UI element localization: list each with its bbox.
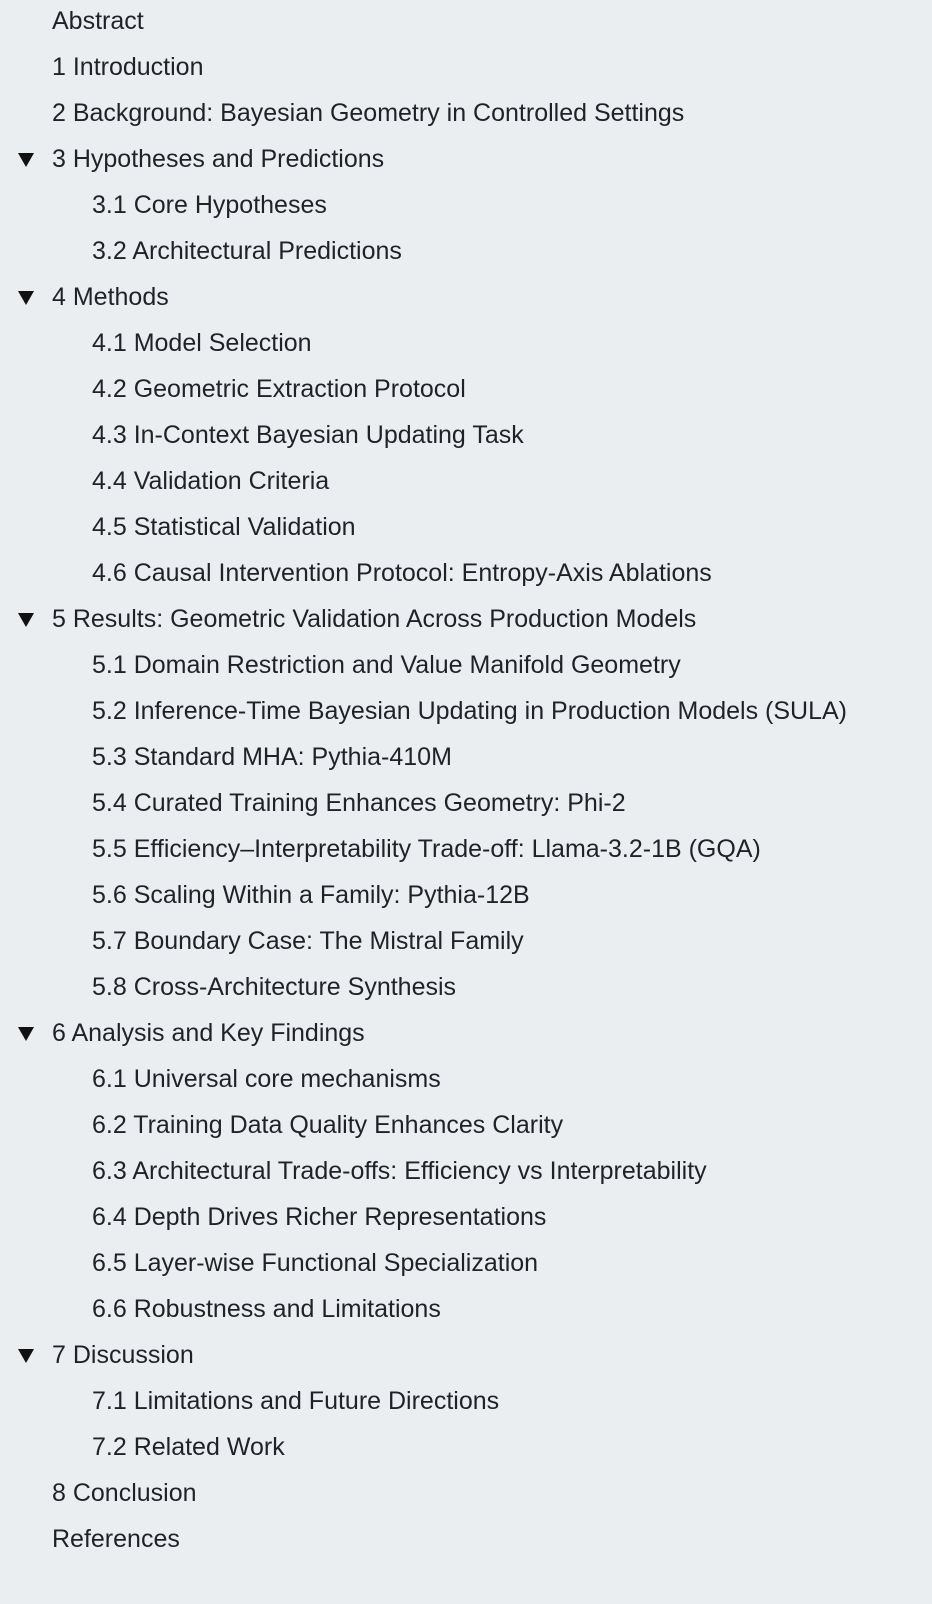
toc-item-label: 4.3 In-Context Bayesian Updating Task [92, 421, 524, 449]
toc-item-label: 5.2 Inference-Time Bayesian Updating in Production Models (SULA) [92, 697, 848, 725]
toc-item-label: 7.1 Limitations and Future Directions [92, 1387, 500, 1415]
triangle-down-icon[interactable] [16, 596, 36, 643]
toc-item-label: 4 Methods [52, 283, 169, 311]
toc-item-label: 7.2 Related Work [92, 1433, 285, 1461]
toc-item-label: 5.6 Scaling Within a Family: Pythia-12B [92, 881, 530, 909]
toc-item-label: 5.3 Standard MHA: Pythia-410M [92, 743, 452, 771]
triangle-down-icon[interactable] [16, 136, 36, 183]
toc-item-label: 5.8 Cross-Architecture Synthesis [92, 973, 457, 1001]
toc-item-label: 3 Hypotheses and Predictions [52, 145, 385, 173]
toc-item-label: 4.2 Geometric Extraction Protocol [92, 375, 466, 403]
triangle-down-icon[interactable] [16, 1332, 36, 1379]
toc-item-label: 5.4 Curated Training Enhances Geometry: Phi-2 [92, 789, 626, 817]
toc-item-label: 5.5 Efficiency–Interpretability Trade-off: Llama-3.2-1B (GQA) [92, 835, 761, 863]
toc-item-label: 1 Introduction [52, 53, 204, 81]
toc-item-label: 8 Conclusion [52, 1479, 197, 1507]
toc-item-label: 5.7 Boundary Case: The Mistral Family [92, 927, 524, 955]
toc-item-label: 6.4 Depth Drives Richer Representations [92, 1203, 547, 1231]
toc-item-label: Abstract [52, 7, 144, 35]
toc-item-label: 6.5 Layer-wise Functional Specialization [92, 1249, 539, 1277]
toc-item-label: 4.6 Causal Intervention Protocol: Entropy-Axis Ablations [92, 559, 712, 587]
toc-item-label: 6.3 Architectural Trade-offs: Efficiency vs Interpretability [92, 1157, 707, 1185]
toc-item-label: 6.1 Universal core mechanisms [92, 1065, 441, 1093]
triangle-down-icon[interactable] [16, 1010, 36, 1057]
triangle-down-icon[interactable] [16, 274, 36, 321]
toc-item-label: 5.1 Domain Restriction and Value Manifold Geometry [92, 651, 681, 679]
toc-item-label: 4.1 Model Selection [92, 329, 312, 357]
toc-item-label: 3.2 Architectural Predictions [92, 237, 402, 265]
toc-item-label: 3.1 Core Hypotheses [92, 191, 327, 219]
toc-item-label: 6.6 Robustness and Limitations [92, 1295, 441, 1323]
toc-item-label: 7 Discussion [52, 1341, 194, 1369]
toc-item-label: 2 Background: Bayesian Geometry in Controlled Settings [52, 99, 685, 127]
toc-item-label: 4.5 Statistical Validation [92, 513, 356, 541]
toc-item-label: 6.2 Training Data Quality Enhances Clarity [92, 1111, 564, 1139]
toc-item-label: References [52, 1525, 180, 1553]
toc-item-label: 5 Results: Geometric Validation Across Production Models [52, 605, 697, 633]
toc-item-label: 4.4 Validation Criteria [92, 467, 330, 495]
toc-item-label: 6 Analysis and Key Findings [52, 1019, 365, 1047]
